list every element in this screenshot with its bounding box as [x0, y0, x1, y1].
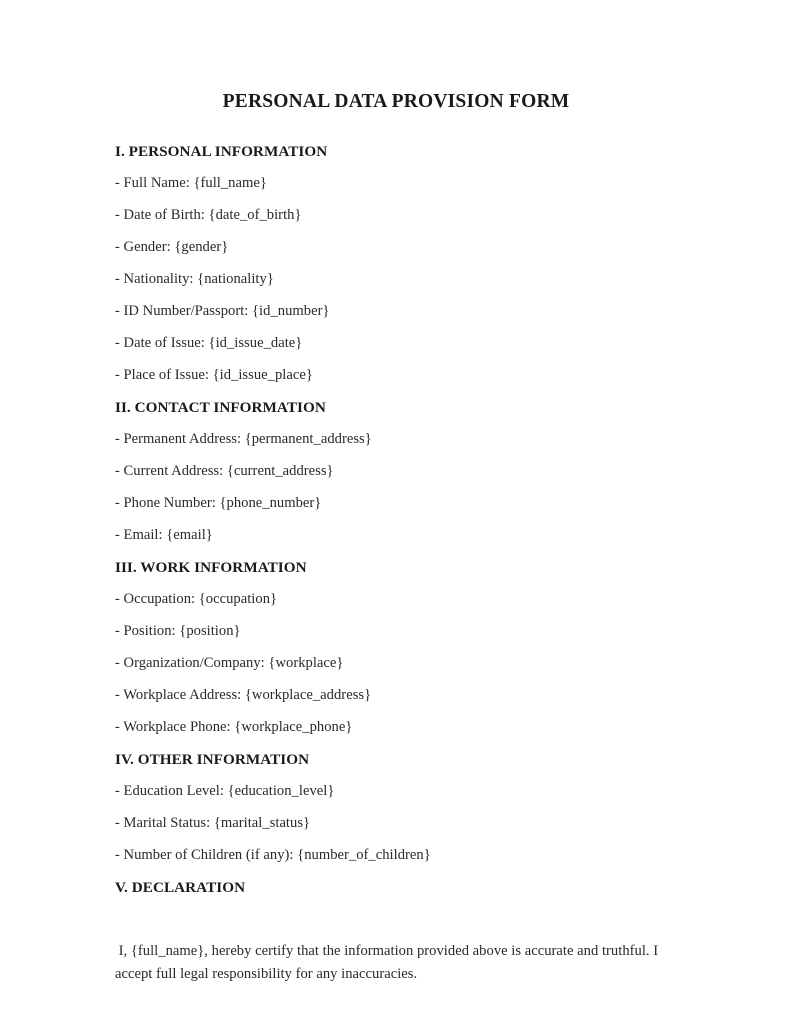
field-id-number: - ID Number/Passport: {id_number} — [115, 303, 330, 320]
section-row — [115, 496, 677, 528]
field-id-issue-place: - Place of Issue: {id_issue_place} — [115, 367, 313, 384]
field-date-of-birth: - Date of Birth: {date_of_birth} — [115, 207, 302, 224]
spacer — [115, 912, 677, 940]
field-gender: - Gender: {gender} — [115, 239, 229, 256]
field-workplace-phone: - Workplace Phone: {workplace_phone} — [115, 719, 353, 736]
section-row — [115, 848, 677, 880]
field-phone-number: - Phone Number: {phone_number} — [115, 495, 322, 512]
field-education-level: - Education Level: {education_level} — [115, 783, 335, 800]
field-number-of-children: - Number of Children (if any): {number_of_children} — [115, 847, 431, 864]
section-row — [115, 464, 677, 496]
field-permanent-address: - Permanent Address: {permanent_address} — [115, 431, 372, 448]
field-marital-status: - Marital Status: {marital_status} — [115, 815, 311, 832]
section-row — [115, 272, 677, 304]
field-full-name: - Full Name: {full_name} — [115, 175, 267, 192]
field-id-issue-date: - Date of Issue: {id_issue_date} — [115, 335, 303, 352]
document-body — [115, 0, 677, 985]
page-title: PERSONAL DATA PROVISION FORM — [222, 91, 570, 112]
field-occupation: - Occupation: {occupation} — [115, 591, 278, 608]
section-row — [115, 720, 677, 752]
field-email: - Email: {email} — [115, 527, 213, 544]
section-heading-contact-information: II. CONTACT INFORMATION — [115, 399, 326, 417]
declaration-paragraph: I, {full_name}, hereby certify that the information provided above is accurate and truthful. I accept full legal responsibility for any inaccuracies. — [115, 943, 662, 982]
section-heading-declaration: V. DECLARATION — [115, 879, 246, 897]
section-row — [115, 400, 677, 432]
section-row — [115, 368, 677, 400]
spacer — [115, 113, 677, 144]
field-nationality: - Nationality: {nationality} — [115, 271, 274, 288]
section-row — [115, 528, 677, 560]
field-workplace: - Organization/Company: {workplace} — [115, 655, 344, 672]
section-row — [115, 432, 677, 464]
section-heading-work-information: III. WORK INFORMATION — [115, 559, 307, 577]
section-row — [115, 592, 677, 624]
section-row — [115, 304, 677, 336]
section-row — [115, 144, 677, 176]
field-position: - Position: {position} — [115, 623, 241, 640]
section-heading-other-information: IV. OTHER INFORMATION — [115, 751, 310, 769]
section-row — [115, 816, 677, 848]
section-row — [115, 240, 677, 272]
section-heading-personal-information: I. PERSONAL INFORMATION — [115, 143, 328, 161]
section-row — [115, 784, 677, 816]
section-row — [115, 688, 677, 720]
section-row — [115, 656, 677, 688]
section-row — [115, 880, 677, 912]
section-row — [115, 752, 677, 784]
section-row — [115, 560, 677, 592]
section-row — [115, 336, 677, 368]
field-workplace-address: - Workplace Address: {workplace_address} — [115, 687, 372, 704]
section-row — [115, 208, 677, 240]
section-row — [115, 176, 677, 208]
field-current-address: - Current Address: {current_address} — [115, 463, 334, 480]
section-row — [115, 624, 677, 656]
